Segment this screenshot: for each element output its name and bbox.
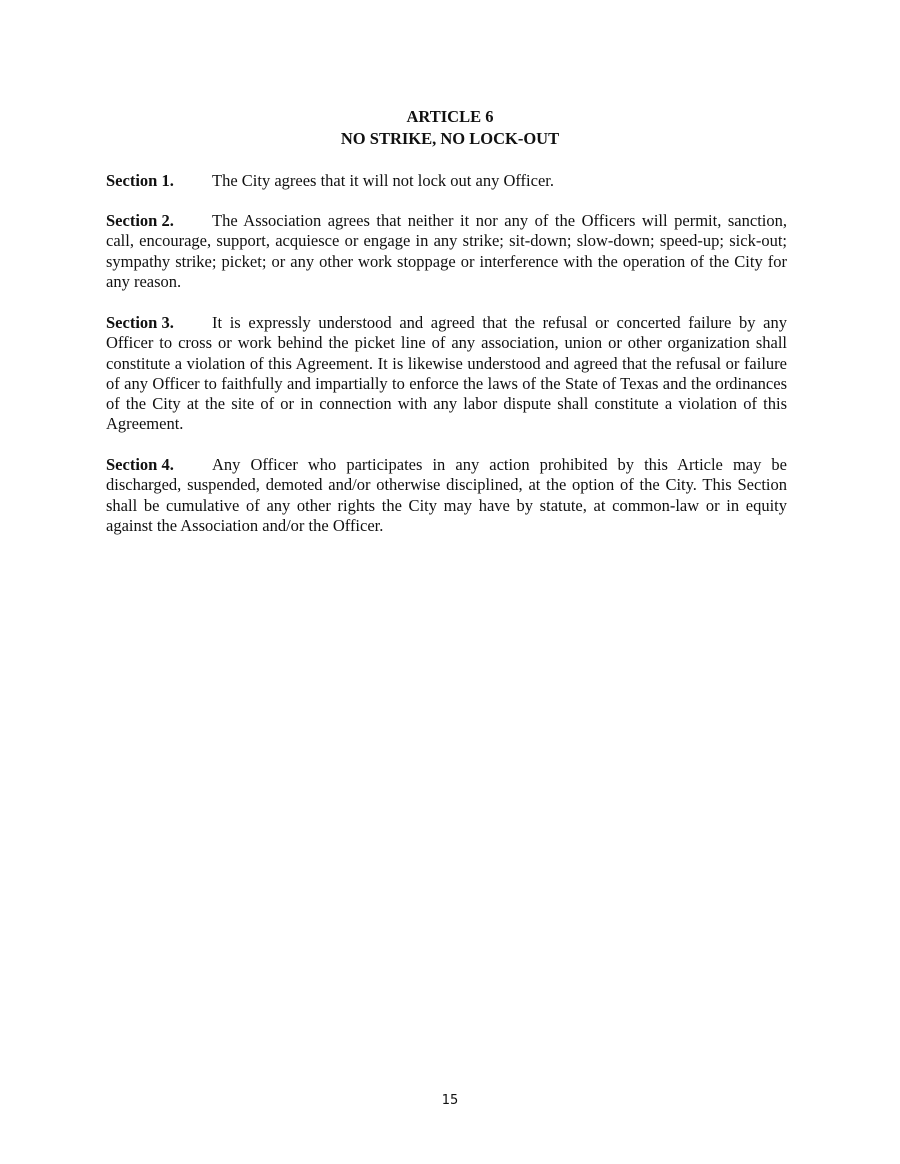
section-4 — [106, 455, 787, 536]
section-text: The Association agrees that neither it nor any of the Officers will permit, sanction, call, encourage, support, acquiesce or engage in any strike; sit-down; slow-down; speed-up; sick-out; sympathy strike; picket; or any other work stoppage or interference with the operation of the City for any reason. — [106, 211, 787, 291]
article-title: NO STRIKE, NO LOCK-OUT — [340, 129, 560, 148]
section-label: Section 2. — [106, 211, 174, 230]
section-text: The City agrees that it will not lock out any Officer. — [212, 171, 554, 190]
section-3 — [106, 313, 787, 435]
section-text: It is expressly understood and agreed that the refusal or concerted failure by any Officer to cross or work behind the picket line of any association, union or other organization shall constitute a violation of this Agreement. It is likewise understood and agreed that the refusal or failure of any Officer to faithfully and impartially to enforce the laws of the State of Texas and the ordinances of the City at the site of or in connection with any labor dispute shall constitute a violation of this Agreement. — [106, 313, 787, 434]
section-label: Section 4. — [106, 455, 174, 474]
section-label: Section 1. — [106, 171, 174, 190]
section-text: Any Officer who participates in any action prohibited by this Article may be discharged, suspended, demoted and/or otherwise disciplined, at the option of the City. This Section shall be cumulative of any other rights the City may have by statute, at common-law or in equity against the Association and/or the Officer. — [106, 455, 787, 535]
page-number: 15 — [441, 1093, 459, 1108]
section-label: Section 3. — [106, 313, 174, 332]
article-number: ARTICLE 6 — [406, 107, 494, 126]
section-1 — [106, 171, 787, 191]
section-2 — [106, 211, 787, 292]
